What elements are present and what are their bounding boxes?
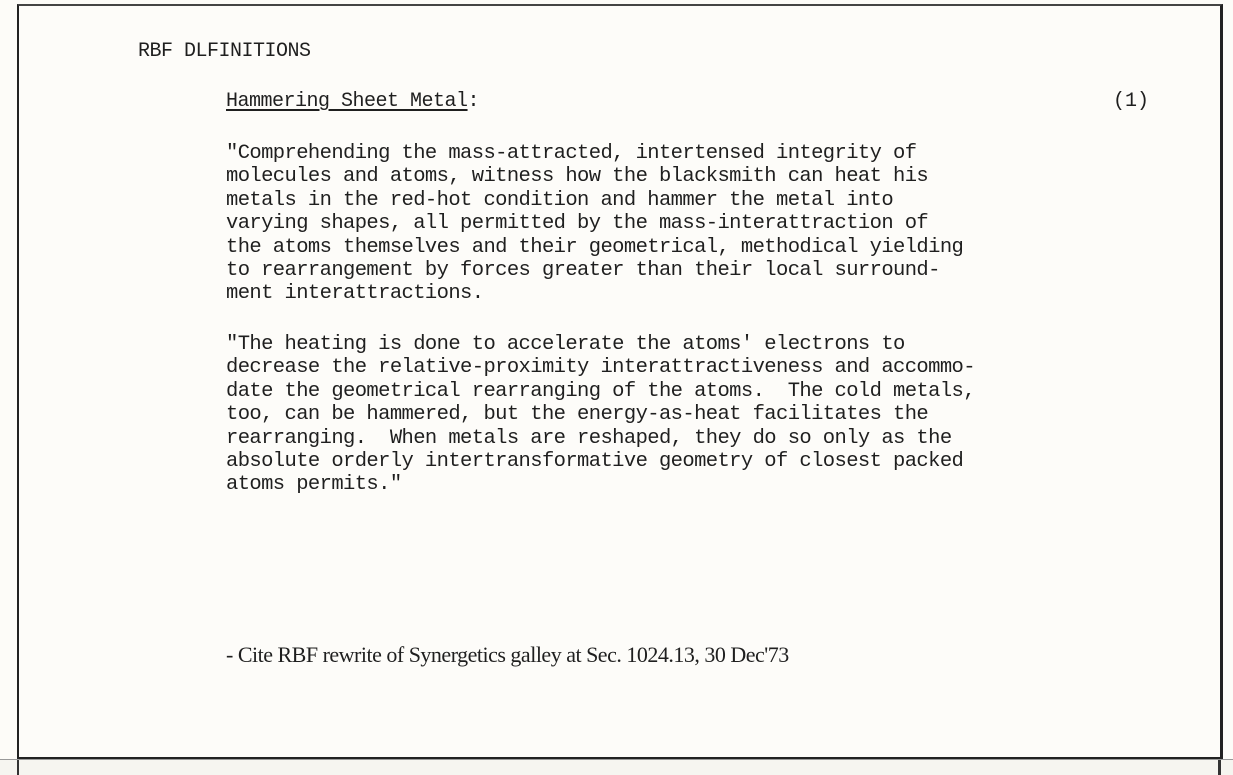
- definition-title-colon: :: [467, 90, 480, 113]
- paragraph-line: to rearrangement by forces greater than their local surround-: [226, 259, 940, 283]
- paragraph-line: "The heating is done to accelerate the atoms' electrons to: [226, 333, 905, 356]
- quote-paragraph-2: [226, 333, 975, 497]
- card-edge-left: [17, 760, 19, 775]
- quote-paragraph-1: [226, 142, 963, 306]
- paragraph-line: rearranging. When metals are reshaped, they do so only as the: [226, 426, 952, 450]
- paragraph-line: metals in the red-hot condition and hammer the metal into: [226, 188, 894, 212]
- page-number: (1): [1113, 90, 1150, 113]
- paragraph-line: "Comprehending the mass-attracted, intertensed integrity of: [226, 142, 917, 165]
- paragraph-line: date the geometrical rearranging of the atoms. The cold metals,: [226, 379, 975, 403]
- paragraph-line: molecules and atoms, witness how the blacksmith can heat his: [226, 165, 929, 189]
- paragraph-line: atoms permits.": [226, 473, 402, 497]
- paragraph-line: decrease the relative-proximity interattractiveness and accommo-: [226, 356, 975, 380]
- document-header: RBF DLFINITIONS: [138, 40, 311, 63]
- paragraph-line: ment interattractions.: [226, 282, 484, 306]
- source-citation: - Cite RBF rewrite of Synergetics galley at Sec. 1024.13, 30 Dec'73: [226, 642, 789, 667]
- next-card-edge: [0, 759, 1233, 775]
- definition-heading: [226, 90, 479, 113]
- paragraph-line: the atoms themselves and their geometrical, methodical yielding: [226, 235, 964, 259]
- paragraph-line: absolute orderly intertransformative geometry of closest packed: [226, 450, 964, 474]
- card-edge-right: [1218, 760, 1221, 775]
- paragraph-line: too, can be hammered, but the energy-as-heat facilitates the: [226, 403, 929, 427]
- paragraph-line: varying shapes, all permitted by the mass-interattraction of: [226, 212, 929, 236]
- definition-title: Hammering Sheet Metal: [226, 90, 468, 113]
